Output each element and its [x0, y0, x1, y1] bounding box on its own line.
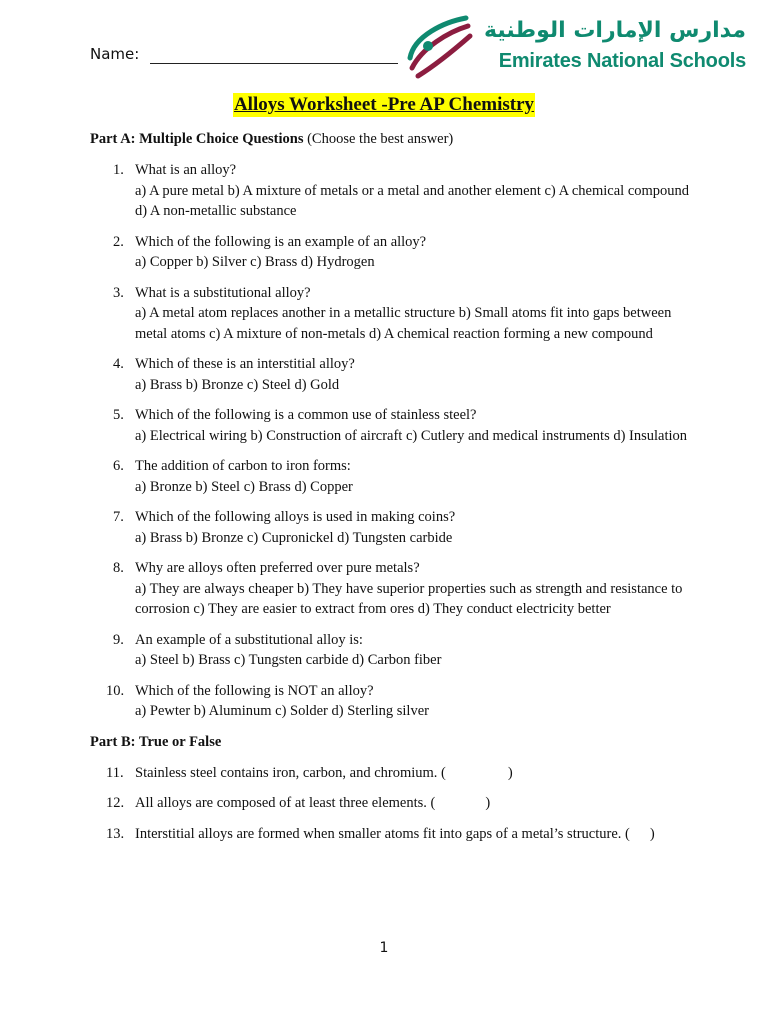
statement-item: [90, 793, 690, 814]
part-b-heading: [90, 732, 690, 753]
answer-open-paren: (: [625, 825, 630, 842]
page-header: [0, 0, 768, 90]
question-options: a) They are always cheaper b) They have superior properties such as strength and resistance to corrosion c) They are easier to extract from ores d) They conduct electricity better: [135, 580, 683, 617]
part-a-instruction: (Choose the best answer): [307, 131, 454, 147]
question-number: 5.: [113, 407, 124, 423]
question-item: [90, 354, 690, 395]
question-options: a) Steel b) Brass c) Tungsten carbide d) Carbon fiber: [135, 652, 442, 668]
answer-close-paren: ): [485, 795, 491, 811]
question-number: 9.: [113, 631, 124, 648]
worksheet-title: Alloys Worksheet -Pre AP Chemistry: [233, 94, 535, 115]
statement-item: [90, 824, 690, 845]
question-item: [90, 507, 690, 548]
question-number: 3.: [113, 284, 124, 301]
question-options: a) Bronze b) Steel c) Brass d) Copper: [135, 478, 353, 495]
question-text: Which of these is an interstitial alloy?: [135, 356, 355, 372]
answer-close-paren: ): [507, 764, 513, 781]
question-item: [90, 405, 690, 446]
question-text: What is a substitutional alloy?: [135, 284, 311, 301]
answer-open-paren: (: [430, 795, 436, 811]
question-item: [90, 456, 690, 497]
statement-text: All alloys are composed of at least three elements.: [135, 795, 427, 811]
statement-number: 12.: [106, 795, 125, 811]
part-b-title: Part B: True or False: [90, 733, 222, 750]
question-text: Which of the following is an example of an alloy?: [135, 233, 427, 250]
question-number: 8.: [113, 560, 124, 576]
statement-item: [90, 763, 690, 784]
question-item: [90, 160, 690, 222]
question-number: 1.: [113, 162, 124, 178]
question-item: [90, 232, 690, 273]
question-item: [90, 630, 690, 671]
statement-number: 13.: [106, 825, 125, 842]
question-text: The addition of carbon to iron forms:: [135, 458, 351, 474]
multiple-choice-list: [90, 160, 690, 722]
statement-text: Interstitial alloys are formed when smaller atoms fit into gaps of a metal’s structure.: [135, 825, 622, 842]
question-number: 6.: [113, 458, 124, 474]
question-number: 4.: [113, 356, 124, 372]
question-text: Which of the following is a common use of stainless steel?: [135, 407, 477, 423]
answer-open-paren: (: [441, 764, 446, 781]
part-a-heading: [90, 129, 690, 150]
name-label: Name:: [90, 45, 140, 63]
question-text: Which of the following alloys is used in making coins?: [135, 509, 456, 525]
question-text: What is an alloy?: [135, 162, 237, 178]
ens-logo-icon: [404, 14, 476, 80]
statement-text: Stainless steel contains iron, carbon, and chromium.: [135, 764, 438, 781]
worksheet-body: [90, 129, 690, 854]
true-false-list: [90, 763, 690, 845]
question-options: a) Copper b) Silver c) Brass d) Hydrogen: [135, 254, 375, 270]
question-options: a) Pewter b) Aluminum c) Solder d) Sterling silver: [135, 703, 429, 719]
question-text: Which of the following is NOT an alloy?: [135, 682, 374, 699]
school-logo: [404, 14, 754, 80]
part-a-title: Part A: Multiple Choice Questions: [90, 131, 304, 147]
question-options: a) Brass b) Bronze c) Cupronickel d) Tungsten carbide: [135, 529, 453, 546]
answer-close-paren: ): [649, 825, 655, 842]
page-number: 1: [379, 940, 389, 956]
question-text: An example of a substitutional alloy is:: [135, 631, 363, 648]
question-number: 2.: [113, 233, 124, 250]
name-field-line[interactable]: [150, 63, 398, 64]
logo-arabic-text: مدارس الإمارات الوطنية: [484, 18, 746, 43]
question-number: 7.: [113, 509, 124, 525]
logo-english-text: Emirates National Schools: [498, 50, 746, 72]
question-item: [90, 681, 690, 722]
question-item: [90, 283, 690, 345]
statement-number: 11.: [106, 764, 124, 781]
question-options: a) Electrical wiring b) Construction of aircraft c) Cutlery and medical instruments d) Insulation: [135, 427, 688, 444]
question-options: a) A metal atom replaces another in a metallic structure b) Small atoms fit into gaps between metal atoms c) A mixture of non-metals d) A chemical reaction forming a new compound: [135, 305, 672, 342]
question-options: a) Brass b) Bronze c) Steel d) Gold: [135, 376, 340, 393]
question-number: 10.: [106, 682, 125, 699]
question-item: [90, 558, 690, 620]
question-text: Why are alloys often preferred over pure metals?: [135, 560, 420, 576]
title-container: [0, 93, 768, 117]
question-options: a) A pure metal b) A mixture of metals or a metal and another element c) A chemical compound d) A non-metallic substance: [135, 182, 690, 219]
